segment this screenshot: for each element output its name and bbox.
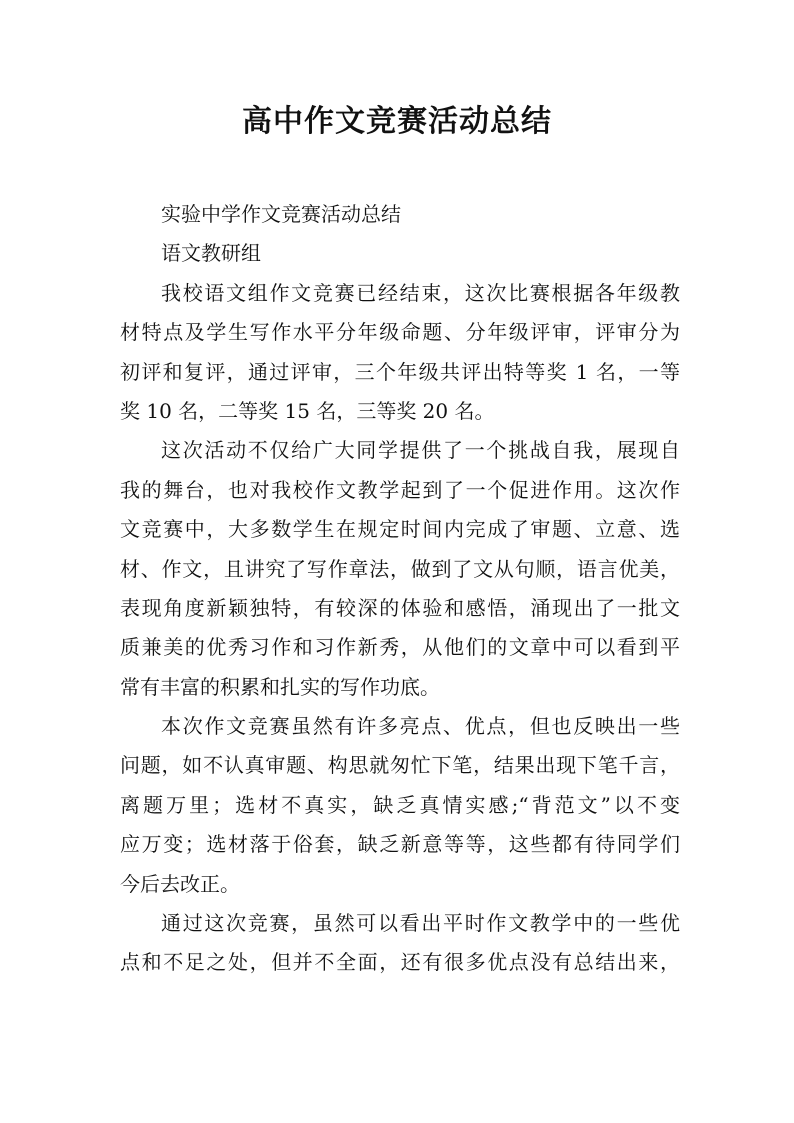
text-line: 奖 10 名，二等奖 15 名，三等奖 20 名。 <box>120 398 495 423</box>
text-line: 我的舞台，也对我校作文教学起到了一个促进作用。这次作 <box>120 477 680 502</box>
text-line: 质兼美的优秀习作和习作新秀，从他们的文章中可以看到平 <box>120 635 680 660</box>
text-line: 常有丰富的积累和扎实的写作功底。 <box>120 674 440 699</box>
text-line: 离题万里；选材不真实，缺乏真情实感;“背范文”以不变 <box>120 792 680 817</box>
text-line: 今后去改正。 <box>120 871 240 896</box>
text-line: 材、作文，且讲究了写作章法，做到了文从句顺，语言优美， <box>120 556 680 581</box>
text-line: 本次作文竞赛虽然有许多亮点、优点，但也反映出一些 <box>161 714 680 739</box>
text-line: 实验中学作文竞赛活动总结 <box>161 202 401 226</box>
text-line: 表现角度新颖独特，有较深的体验和感悟，涌现出了一批文 <box>120 595 680 620</box>
text-line: 材特点及学生写作水平分年级命题、分年级评审，评审分为 <box>120 320 680 345</box>
text-line: 文竞赛中，大多数学生在规定时间内完成了审题、立意、选 <box>120 517 680 542</box>
text-line: 语文教研组 <box>161 241 261 266</box>
text-line: 点和不足之处，但并不全面，还有很多优点没有总结出来， <box>120 950 680 975</box>
document-body <box>120 195 680 983</box>
text-line: 通过这次竞赛，虽然可以看出平时作文教学中的一些优 <box>161 911 680 936</box>
text-line: 问题，如不认真审题、构思就匆忙下笔，结果出现下笔千言， <box>120 753 680 778</box>
text-line: 初评和复评，通过评审，三个年级共评出特等奖 1 名，一等 <box>120 359 680 384</box>
document-title: 高中作文竞赛活动总结 <box>242 104 552 139</box>
text-line: 应万变；选材落于俗套，缺乏新意等等，这些都有待同学们 <box>120 832 680 857</box>
text-line: 这次活动不仅给广大同学提供了一个挑战自我，展现自 <box>161 438 680 463</box>
text-line: 我校语文组作文竞赛已经结束，这次比赛根据各年级教 <box>161 280 680 305</box>
